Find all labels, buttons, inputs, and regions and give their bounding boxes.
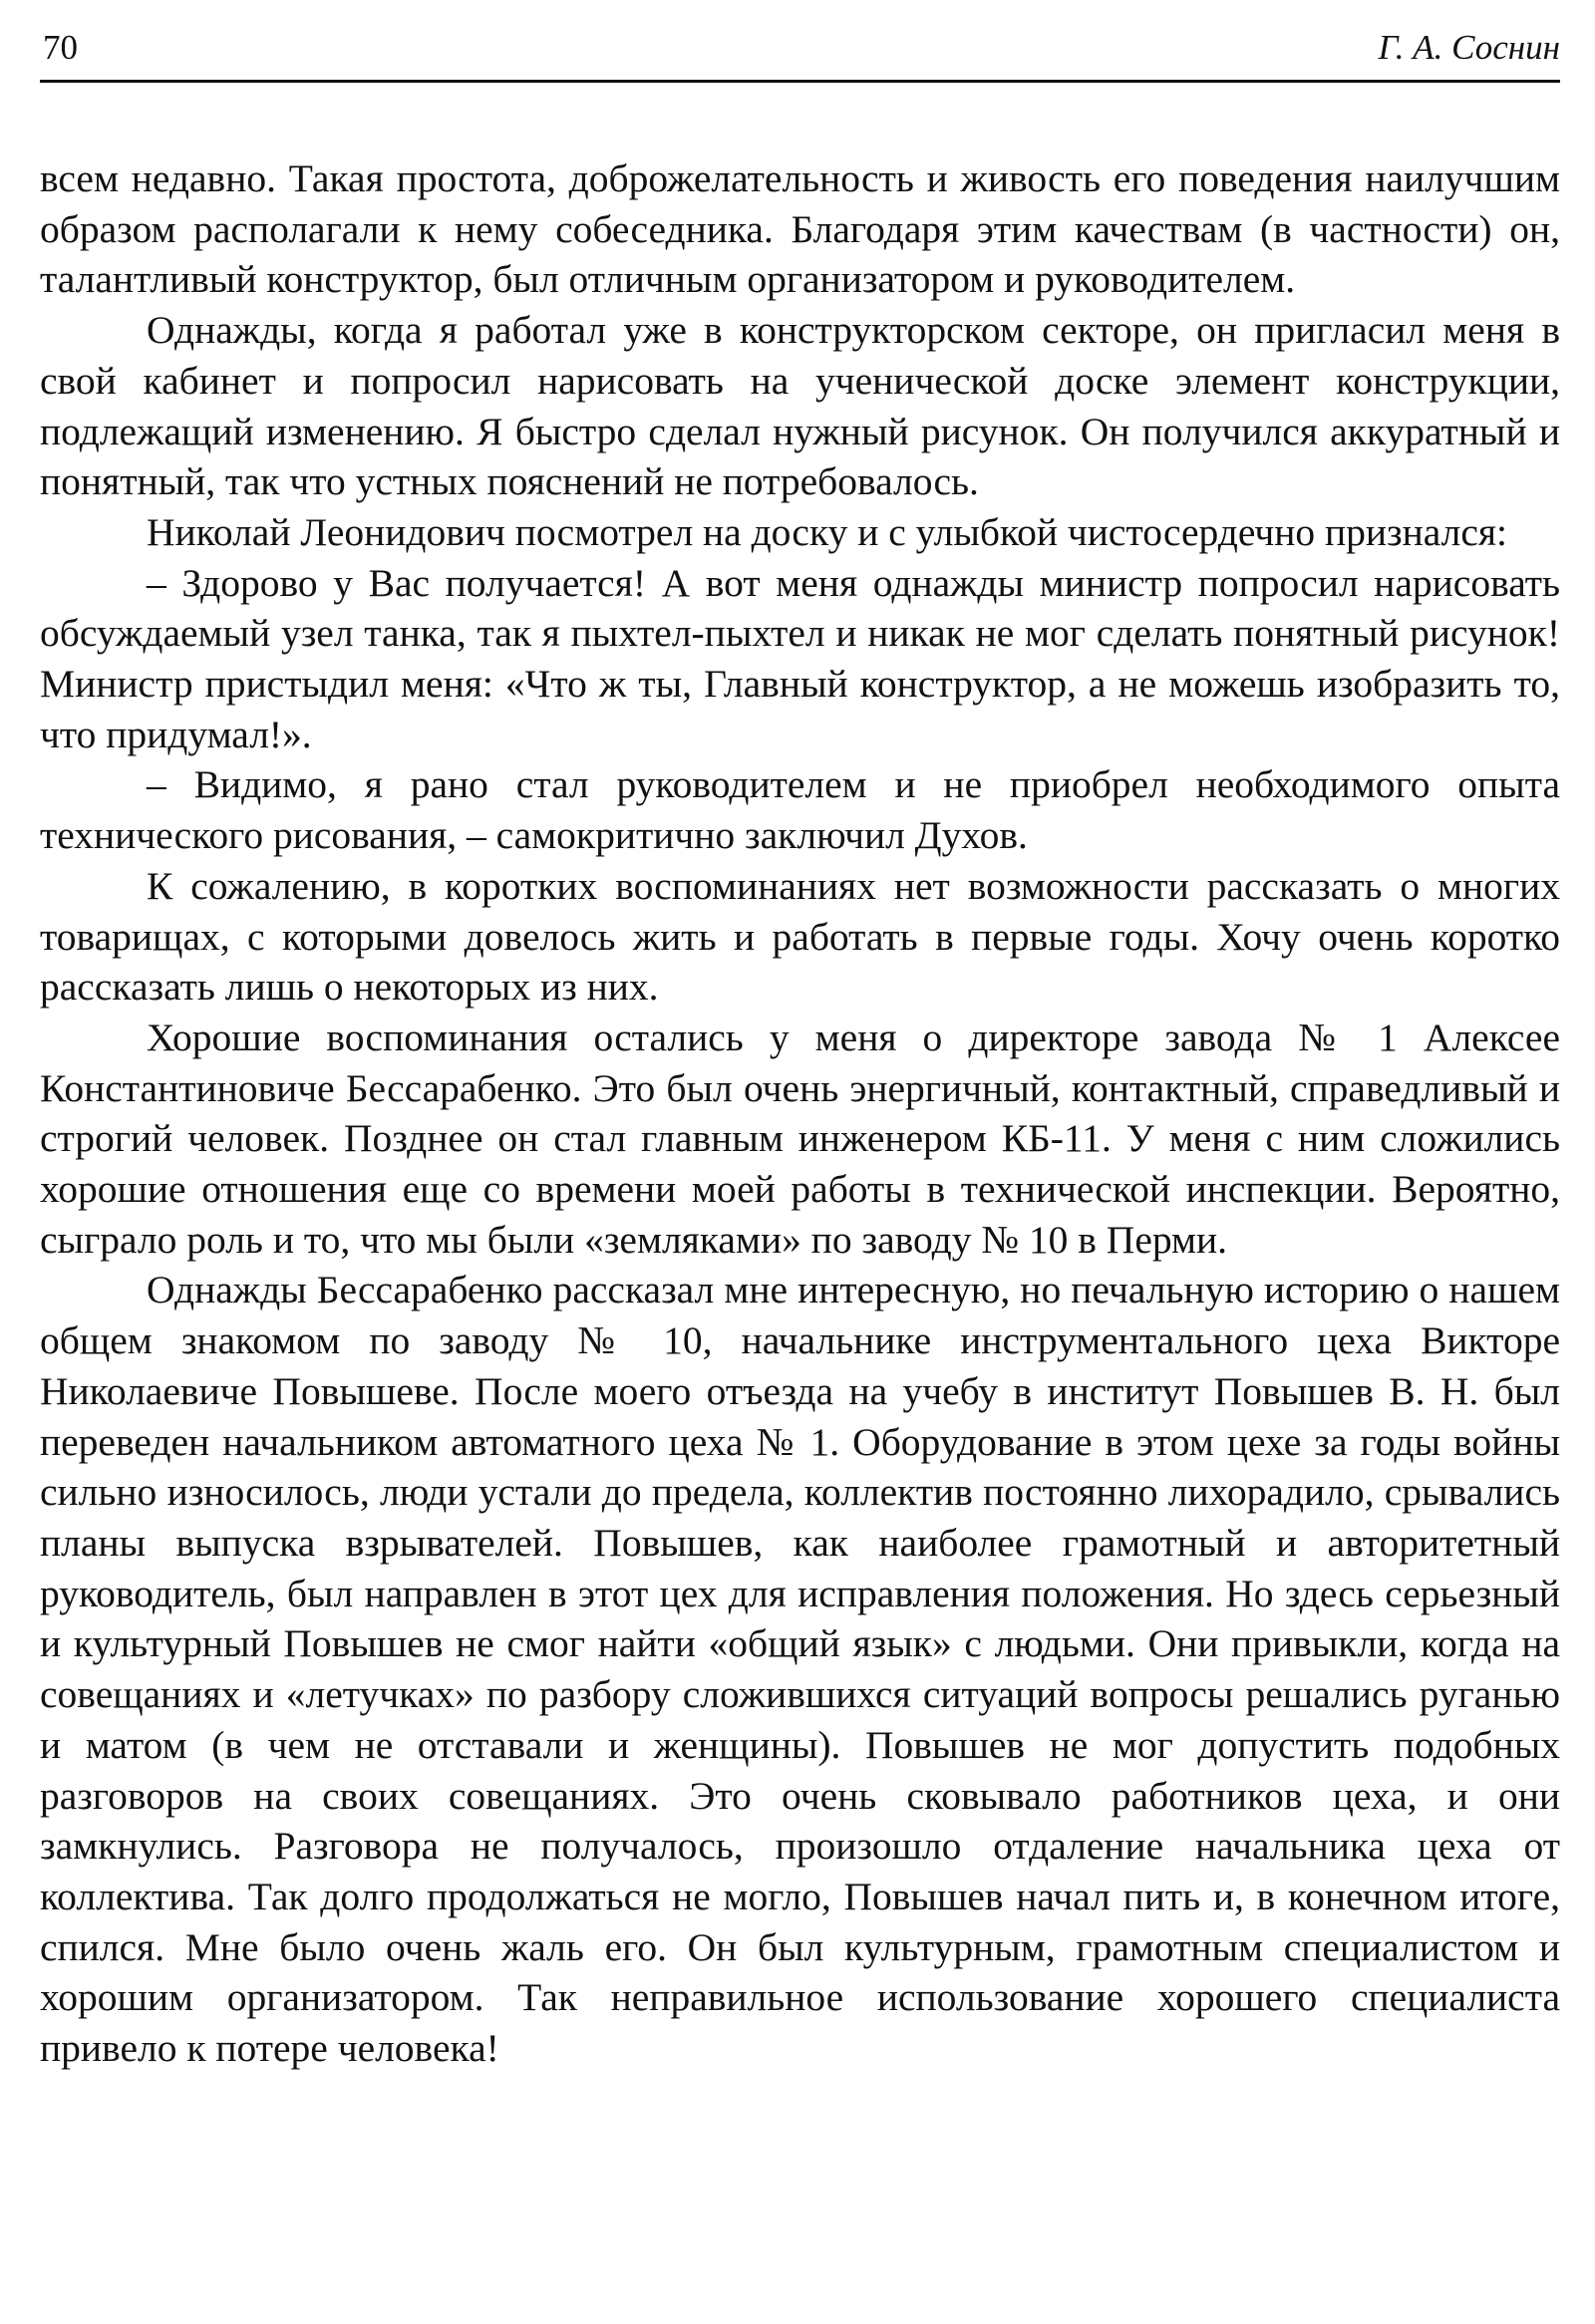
running-author: Г. А. Соснин [1378, 28, 1560, 67]
paragraph-continuation: всем недавно. Такая простота, доброжелательность и живость его поведения наилучшим образом располагали к нему собеседника. Благодаря этим качествам (в частности) он, талантливый конструктор, был отличным организатором и руководителем. [40, 156, 1560, 302]
book-page [40, 22, 1560, 2074]
paragraph: Николай Леонидович посмотрел на доску и с улыбкой чистосердечно признался: [147, 509, 1508, 554]
page-number: 70 [43, 28, 78, 67]
paragraph: Хорошие воспоминания остались у меня о директоре завода № 1 Алексее Константиновиче Бессарабенко. Это был очень энергичный, контактный, справедливый и строгий человек. Позднее он стал главным инженером КБ-11. У меня с ним сложились хорошие отношения еще со времени моей работы в технической инспекции. Вероятно, сыграло роль и то, что мы были «земляками» по заводу № 10 в Перми. [40, 1015, 1560, 1262]
paragraph: Однажды Бессарабенко рассказал мне интересную, но печальную историю о нашем общем знакомом по заводу № 10, начальнике инструментального цеха Викторе Николаевиче Повышеве. После моего отъезда на учебу в институт Повышев В. Н. был переведен начальником автоматного цеха № 1. Оборудование в этом цехе за годы войны сильно износилось, люди устали до предела, коллектив постоянно лихорадило, срывались планы выпуска взрывателей. Повышев, как наиболее грамотный и авторитетный руководитель, был направлен в этот цех для исправления положения. Но здесь серьезный и культурный Повышев не смог найти «общий язык» с людьми. Они привыкли, когда на совещаниях и «летучках» по разбору сложившихся ситуаций вопросы решались руганью и матом (в чем не отставали и женщины). Повышев не мог допустить подобных разговоров на своих совещаниях. Это очень сковывало работников цеха, и они замкнулись. Разговора не получалось, произошло отдаление начальника цеха от коллектива. Так долго продолжаться не могло, Повышев начал пить и, в конечном итоге, спился. Мне было очень жаль его. Он был культурным, грамотным специалистом и хорошим организатором. Так неправильное использование хорошего специалиста привело к потере человека! [40, 1268, 1560, 2071]
dialogue-line: – Здорово у Вас получается! А вот меня однажды министр попросил нарисовать обсуждаемый узел танка, так я пыхтел-пыхтел и никак не мог сделать понятный рисунок! Министр пристыдил меня: «Что ж ты, Главный конструктор, а не можешь изобразить то, что придумал!». [40, 560, 1560, 756]
body-text [40, 153, 1560, 2074]
running-header [40, 22, 1560, 83]
paragraph: Однажды, когда я работал уже в конструкторском секторе, он пригласил меня в свой кабинет и попросил нарисовать на ученической доске элемент конструкции, подлежащий изменению. Я быстро сделал нужный рисунок. Он получился аккуратный и понятный, так что устных пояснений не потребовалось. [40, 308, 1560, 504]
paragraph: К сожалению, в коротких воспоминаниях нет возможности рассказать о многих товарищах, с которыми довелось жить и работать в первые годы. Хочу очень коротко рассказать лишь о некоторых из них. [40, 863, 1560, 1010]
dialogue-line: – Видимо, я рано стал руководителем и не приобрел необходимого опыта технического рисования, – самокритично заключил Духов. [40, 762, 1560, 858]
